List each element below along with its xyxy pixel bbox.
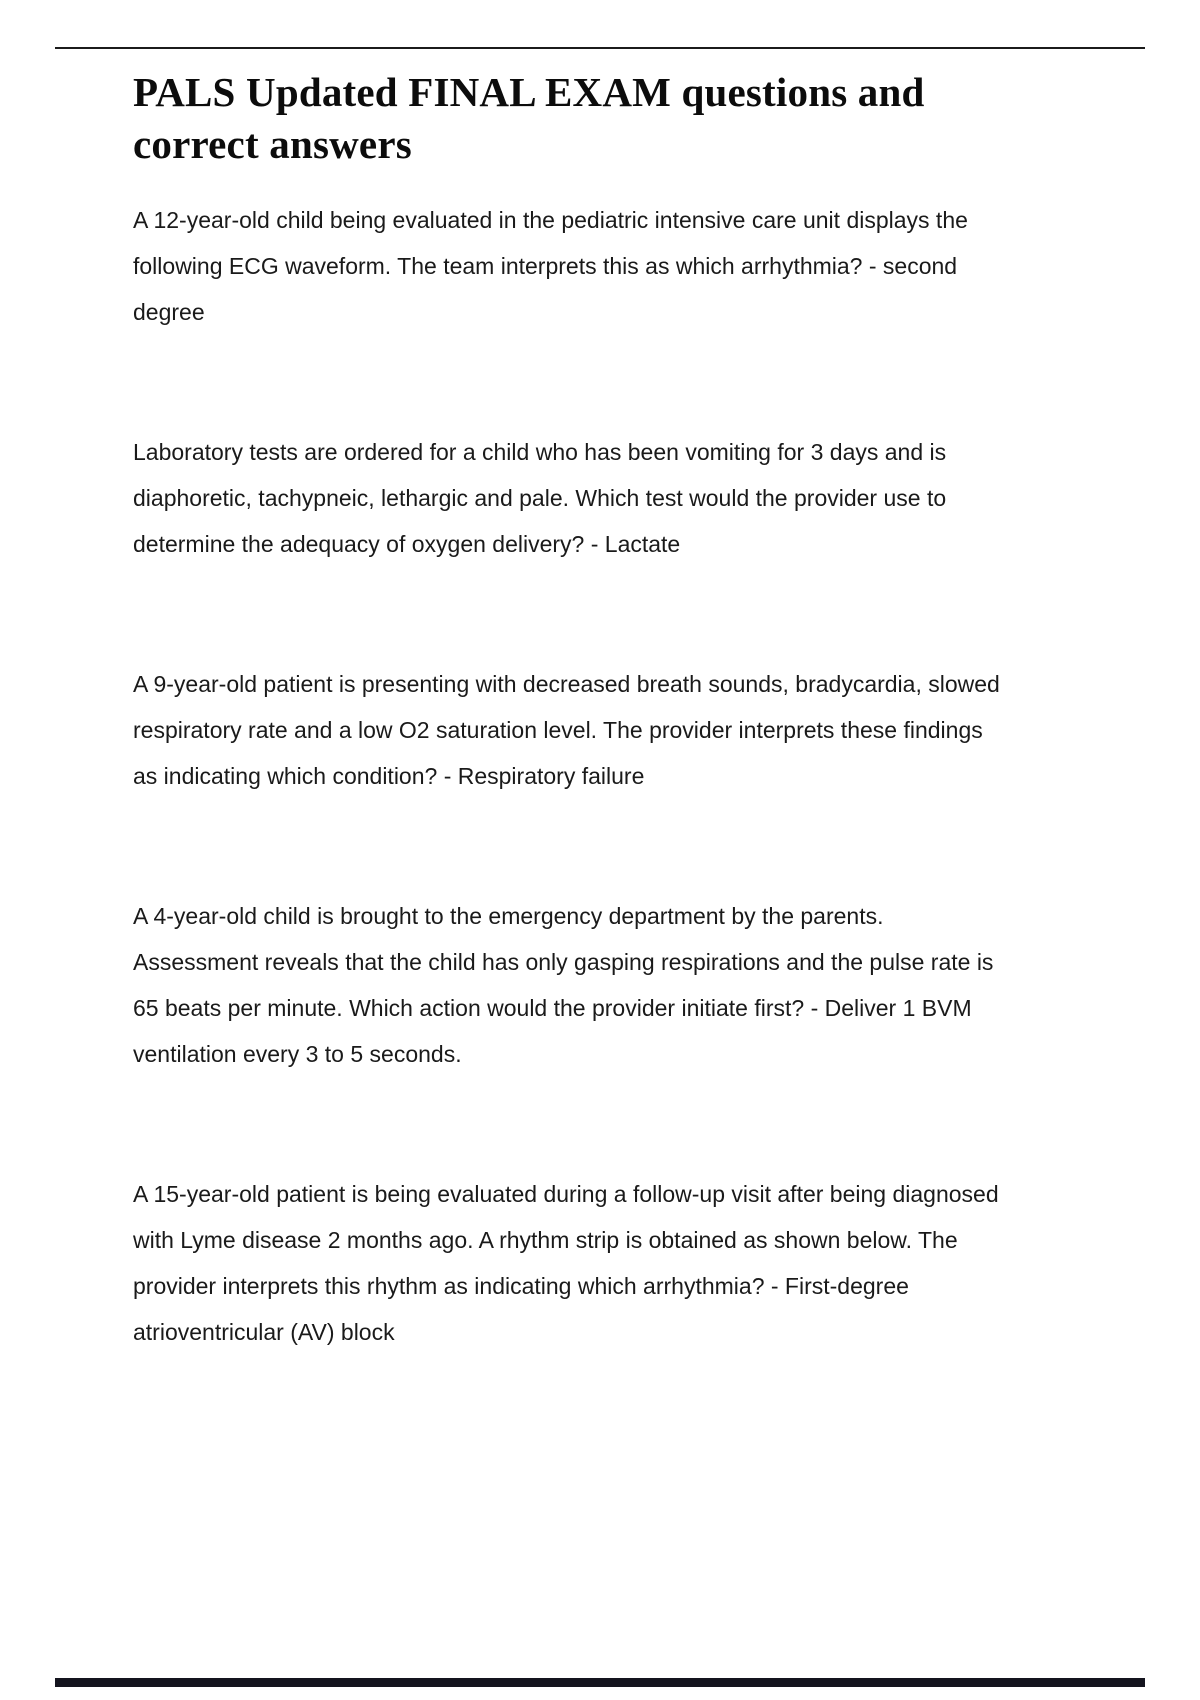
document-content [133,66,1011,1355]
question-paragraph: A 12-year-old child being evaluated in the pediatric intensive care unit displays the following ECG waveform. The team interprets this as which arrhythmia? - second degree [133,206,968,325]
question-paragraph: A 4-year-old child is brought to the emergency department by the parents. Assessment reveals that the child has only gasping respirations and the pulse rate is 65 beats per minute. Which action would the provider initiate first? - Deliver 1 BVM ventilation every 3 to 5 seconds. [133,902,994,1067]
top-rule [55,47,1145,49]
document-title: PALS Updated FINAL EXAM questions and correct answers [133,69,925,168]
bottom-bar [55,1678,1145,1687]
question-paragraph: Laboratory tests are ordered for a child who has been vomiting for 3 days and is diaphoretic, tachypneic, lethargic and pale. Which test would the provider use to determine the adequacy of oxygen delivery? - Lactate [133,438,947,557]
question-paragraph: A 9-year-old patient is presenting with decreased breath sounds, bradycardia, slowed respiratory rate and a low O2 saturation level. The provider interprets these findings as indicating which condition? - Respiratory failure [133,670,1000,789]
question-paragraph: A 15-year-old patient is being evaluated during a follow-up visit after being diagnosed with Lyme disease 2 months ago. A rhythm strip is obtained as shown below. The provider interprets this rhythm as indicating which arrhythmia? - First-degree atrioventricular (AV) block [133,1180,999,1345]
